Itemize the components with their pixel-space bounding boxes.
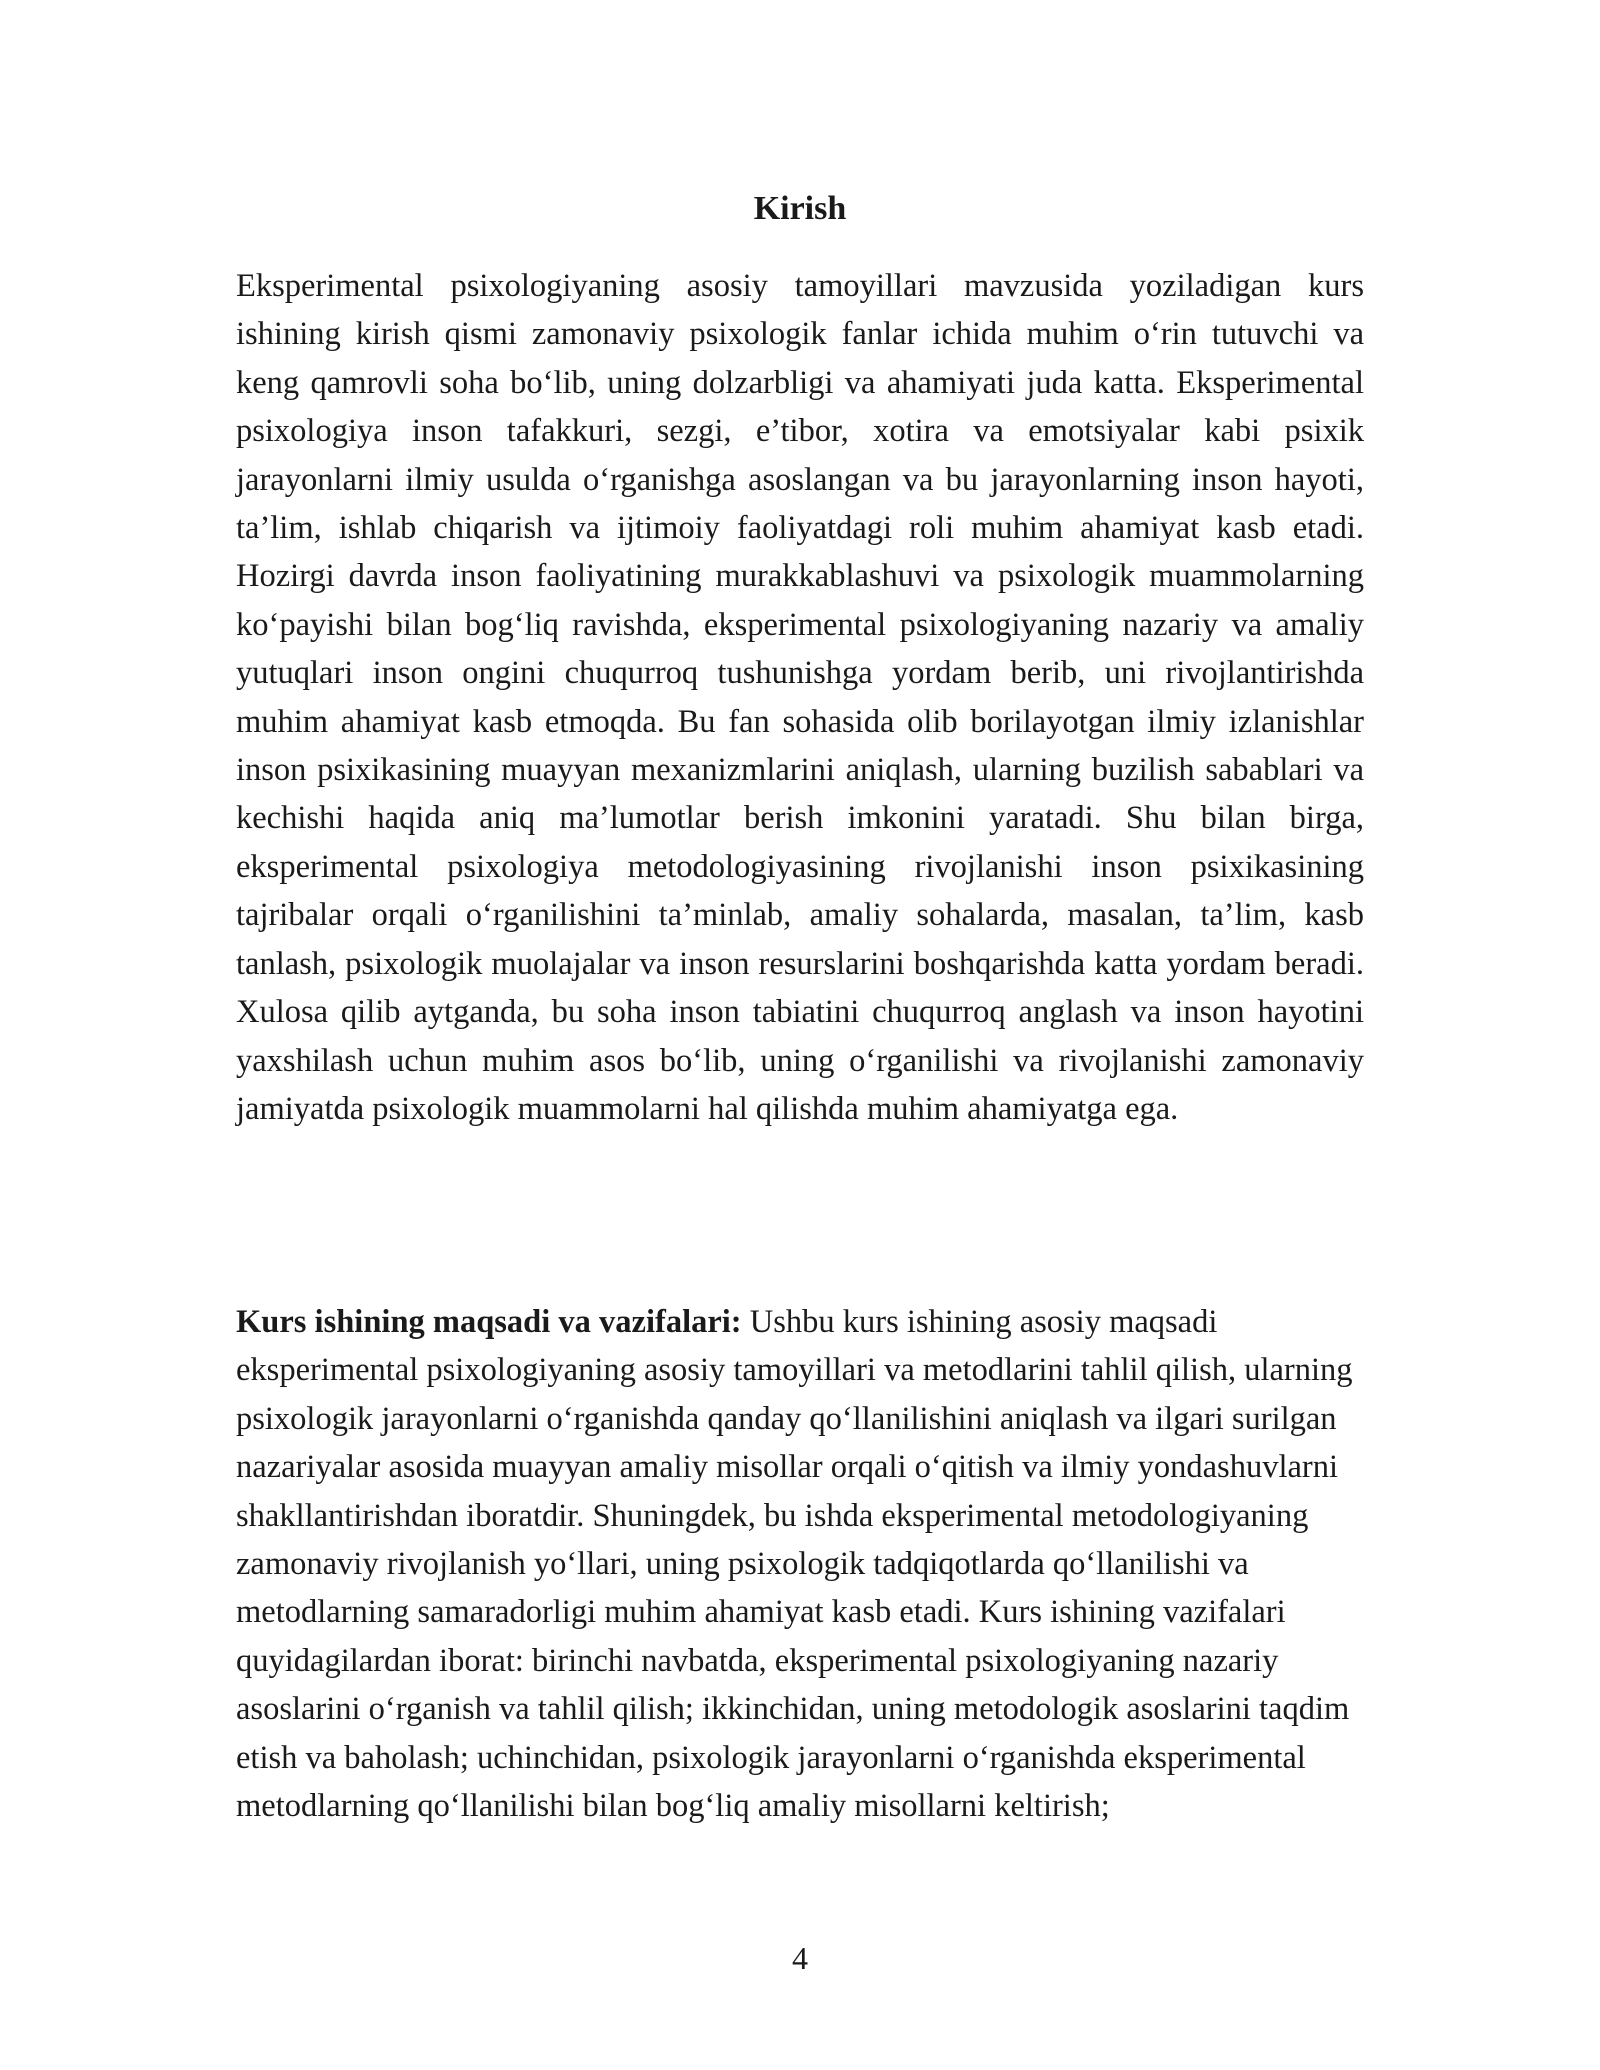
goals-text: Ushbu kurs ishining asosiy maqsadi eksperimental psixologiyaning asosiy tamoyillari va metodlarini tahlil qilish, ularning psixologik jarayonlarni o‘rganishda qanday qo‘llanilishini aniqlash va ilgari surilgan nazariyalar asosida muayyan amaliy misollar orqali o‘qitish va ilmiy yondashuvlarni shakllantirishdan iboratdir. Shuningdek, bu ishda eksperimental metodologiyaning zamonaviy rivojlanish yo‘llari, uning psixologik tadqiqotlarda qo‘llanilishi va metodlarning samaradorligi muhim ahamiyat kasb etadi. Kurs ishining vazifalari quyidagilardan iborat: birinchi navbatda, eksperimental psixologiyaning nazariy asoslarini o‘rganish va tahlil qilish; ikkinchidan, uning metodologik asoslarini taqdim etish va baholash; uchinchidan, psixologik jarayonlarni o‘rganishda eksperimental metodlarning qo‘llanilishi bilan bog‘liq amaliy misollarni keltirish;: [236, 1304, 1353, 1825]
intro-paragraph: Eksperimental psixologiyaning asosiy tamoyillari mavzusida yoziladigan kurs ishining kirish qismi zamonaviy psixologik fanlar ichida muhim o‘rin tutuvchi va keng qamrovli soha bo‘lib, uning dolzarbligi va ahamiyati juda katta. Eksperimental psixologiya inson tafakkuri, sezgi, e’tibor, xotira va emotsiyalar kabi psixik jarayonlarni ilmiy usulda o‘rganishga asoslangan va bu jarayonlarning inson hayoti, ta’lim, ishlab chiqarish va ijtimoiy faoliyatdagi roli muhim ahamiyat kasb etadi. Hozirgi davrda inson faoliyatining murakkablashuvi va psixologik muammolarning ko‘payishi bilan bog‘liq ravishda, eksperimental psixologiyaning nazariy va amaliy yutuqlari inson ongini chuqurroq tushunishga yordam berib, uni rivojlantirishda muhim ahamiyat kasb etmoqda. Bu fan sohasida olib borilayotgan ilmiy izlanishlar inson psixikasining muayyan mexanizmlarini aniqlash, ularning buzilish sabablari va kechishi haqida aniq ma’lumotlar berish imkonini yaratadi. Shu bilan birga, eksperimental psixologiya metodologiyasining rivojlanishi inson psixikasining tajribalar orqali o‘rganilishini ta’minlab, amaliy sohalarda, masalan, ta’lim, kasb tanlash, psixologik muolajalar va inson resurslarini boshqarishda katta yordam beradi. Xulosa qilib aytganda, bu soha inson tabiatini chuqurroq anglash va inson hayotini yaxshilash uchun muhim asos bo‘lib, uning o‘rganilishi va rivojlanishi zamonaviy jamiyatda psixologik muammolarni hal qilishda muhim ahamiyatga ega.: [236, 268, 1364, 1127]
goals-paragraph: [236, 1298, 1364, 1830]
section-title: Kirish: [753, 190, 847, 227]
page-number: 4: [792, 1940, 808, 1976]
goals-heading: Kurs ishining maqsadi va vazifalari:: [236, 1304, 742, 1340]
